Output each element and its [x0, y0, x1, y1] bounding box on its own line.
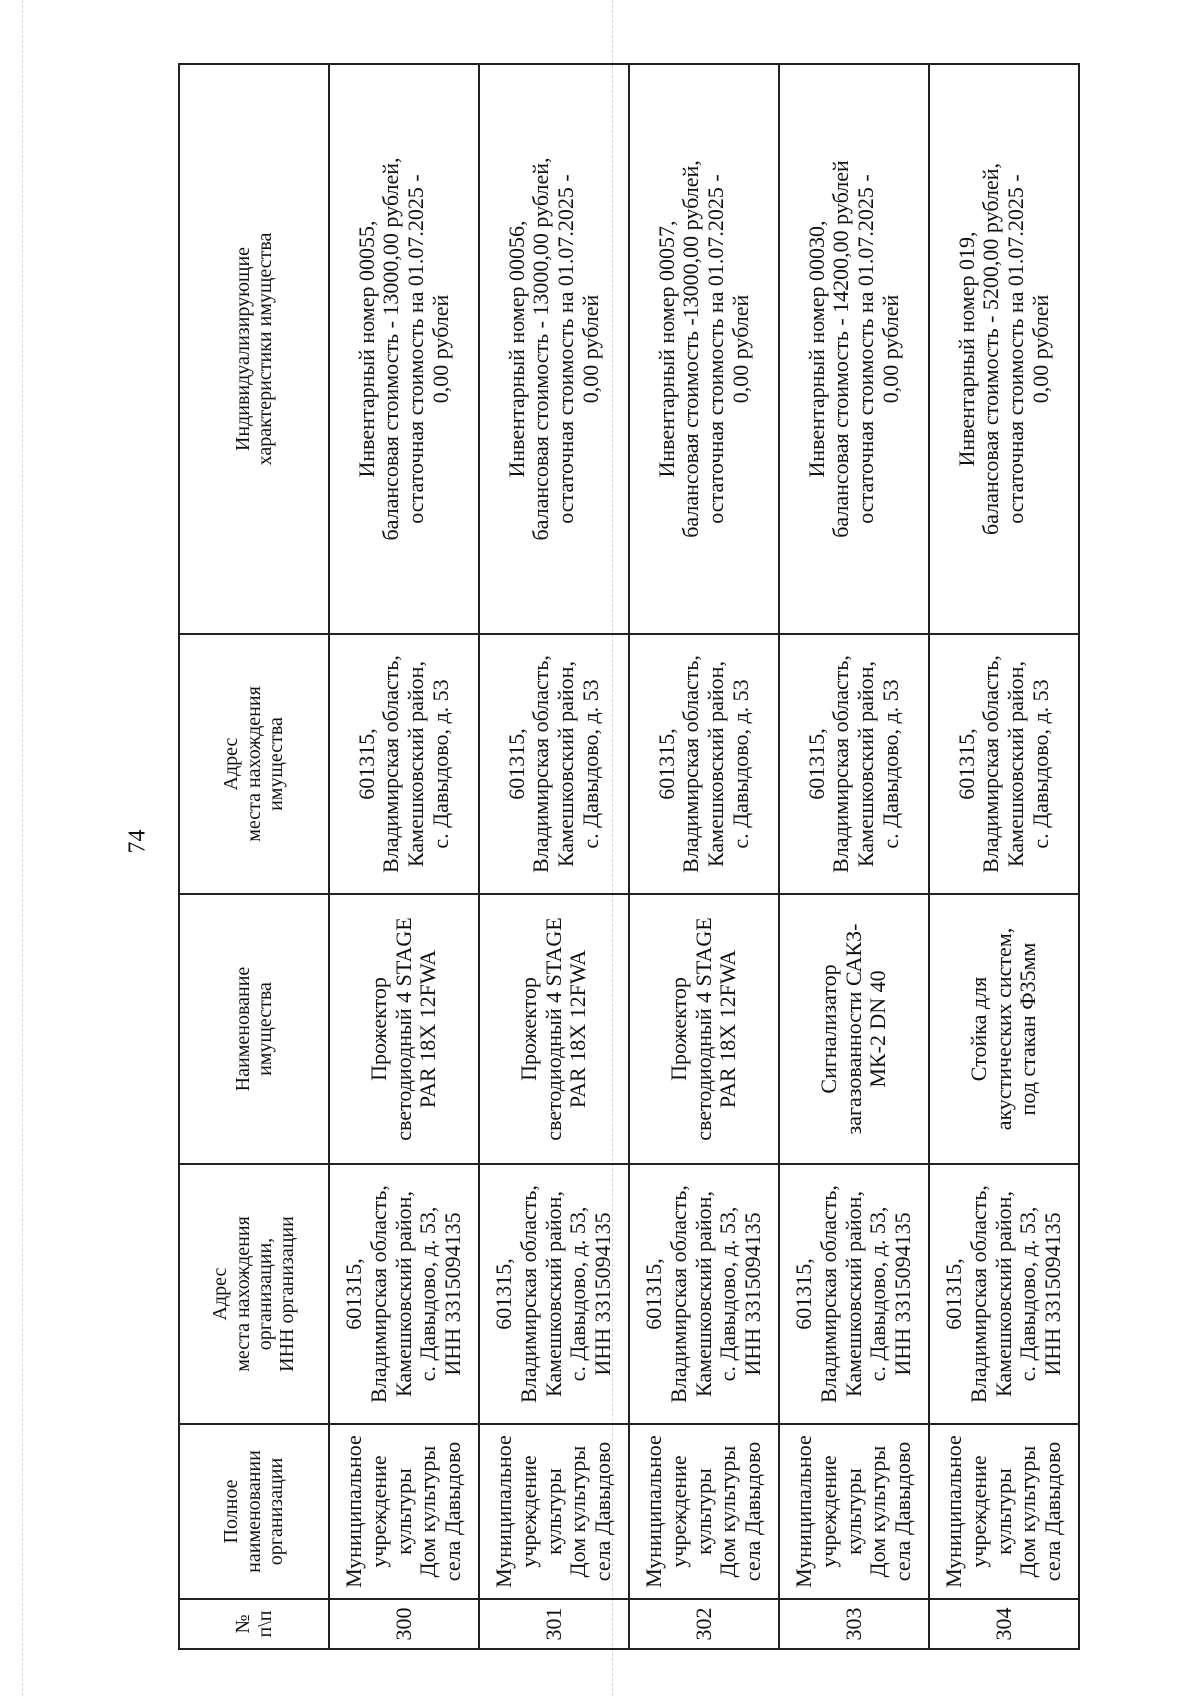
cell-property-name: Прожектор светодиодный 4 STAGE PAR 18X 12FWA — [479, 894, 629, 1164]
cell-characteristics: Инвентарный номер 00030, балансовая стоимость - 14200,00 рублей остаточная стоимость на 01.07.2025 - 0,00 рублей — [779, 64, 929, 634]
cell-organization-address: 601315, Владимирская область, Камешковский район, с. Давыдово, д. 53, ИНН 3315094135 — [779, 1164, 929, 1424]
table-row — [479, 64, 629, 1649]
cell-number: 300 — [329, 1599, 479, 1649]
cell-characteristics: Инвентарный номер 019, балансовая стоимость - 5200,00 рублей, остаточная стоимость на 01.07.2025 - 0,00 рублей — [929, 64, 1079, 634]
header-organization: Полное наименовании организации — [179, 1424, 329, 1599]
cell-number: 303 — [779, 1599, 929, 1649]
table-row — [929, 64, 1079, 1649]
rotated-table-container — [178, 65, 1078, 1650]
header-organization-address: Адрес места нахождения организации, ИНН организации — [179, 1164, 329, 1424]
table-row — [329, 64, 479, 1649]
page-number: 74 — [124, 829, 151, 854]
header-characteristics: Индивидуализирующие характеристики имущества — [179, 64, 329, 634]
cell-characteristics: Инвентарный номер 00056, балансовая стоимость - 13000,00 рублей, остаточная стоимость на 01.07.2025 - 0,00 рублей — [479, 64, 629, 634]
cell-property-address: 601315, Владимирская область, Камешковский район, с. Давыдово, д. 53 — [779, 634, 929, 894]
cell-property-name: Сигнализатор загазованности САКЗ- МК-2 DN 40 — [779, 894, 929, 1164]
cell-organization-address: 601315, Владимирская область, Камешковский район, с. Давыдово, д. 53, ИНН 3315094135 — [929, 1164, 1079, 1424]
table-row — [629, 64, 779, 1649]
cell-organization: Муниципальное учреждение культуры Дом культуры села Давыдово — [479, 1424, 629, 1599]
cell-organization-address: 601315, Владимирская область, Камешковский район, с. Давыдово, д. 53, ИНН 3315094135 — [629, 1164, 779, 1424]
cell-characteristics: Инвентарный номер 00055, балансовая стоимость - 13000,00 рублей, остаточная стоимость на 01.07.2025 - 0,00 рублей — [329, 64, 479, 634]
table-header-row — [179, 64, 329, 1649]
cell-organization: Муниципальное учреждение культуры Дом культуры села Давыдово — [779, 1424, 929, 1599]
cell-number: 304 — [929, 1599, 1079, 1649]
header-property-name: Наименование имущества — [179, 894, 329, 1164]
property-registry-table — [178, 63, 1080, 1650]
cell-property-name: Прожектор светодиодный 4 STAGE PAR 18X 12FWA — [329, 894, 479, 1164]
cell-property-address: 601315, Владимирская область, Камешковский район, с. Давыдово, д. 53 — [929, 634, 1079, 894]
cell-organization-address: 601315, Владимирская область, Камешковский район, с. Давыдово, д. 53, ИНН 3315094135 — [479, 1164, 629, 1424]
cell-characteristics: Инвентарный номер 00057, балансовая стоимость -13000,00 рублей, остаточная стоимость на 01.07.2025 - 0,00 рублей — [629, 64, 779, 634]
cell-organization: Муниципальное учреждение культуры Дом культуры села Давыдово — [329, 1424, 479, 1599]
cell-number: 302 — [629, 1599, 779, 1649]
header-number: № п\п — [179, 1599, 329, 1649]
table-row — [779, 64, 929, 1649]
cell-property-name: Стойка для акустических систем, под стакан Ф35мм — [929, 894, 1079, 1164]
cell-property-address: 601315, Владимирская область, Камешковский район, с. Давыдово, д. 53 — [329, 634, 479, 894]
cell-organization-address: 601315, Владимирская область, Камешковский район, с. Давыдово, д. 53, ИНН 3315094135 — [329, 1164, 479, 1424]
header-property-address: Адрес места нахождения имущества — [179, 634, 329, 894]
cell-property-name: Прожектор светодиодный 4 STAGE PAR 18X 12FWA — [629, 894, 779, 1164]
cell-property-address: 601315, Владимирская область, Камешковский район, с. Давыдово, д. 53 — [479, 634, 629, 894]
scan-artifact-line — [22, 0, 23, 1696]
cell-property-address: 601315, Владимирская область, Камешковский район, с. Давыдово, д. 53 — [629, 634, 779, 894]
cell-number: 301 — [479, 1599, 629, 1649]
cell-organization: Муниципальное учреждение культуры Дом культуры села Давыдово — [929, 1424, 1079, 1599]
cell-organization: Муниципальное учреждение культуры Дом культуры села Давыдово — [629, 1424, 779, 1599]
